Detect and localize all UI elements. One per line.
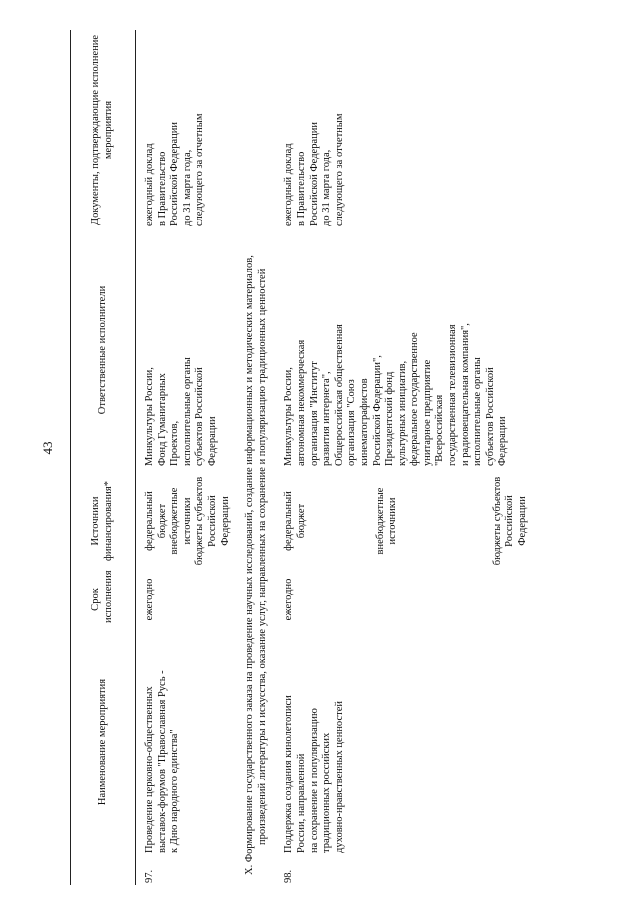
header-responsible: Ответственные исполнители: [96, 285, 108, 415]
header-row: [71, 30, 136, 885]
row-98-responsible: Минкультуры России, автономная некоммерческая организация "Институт развития интернета", Общероссийская общественная организация "Союз кинематографистов Российской Федерации", Президентский фонд культурных инициатив, федеральное государственное унитарное предприятие "Всероссийская государственная телевизионная и радиовещательная компания", исполнительные органы субъектов Российской Федерации: [283, 323, 509, 466]
section-x-line-2: произведений литературы и искусства, оказание услуг, направленных на сохранение и популяризацию традиционных ценностей: [256, 268, 268, 845]
row-98-financing-spacer-1: [309, 474, 375, 568]
header-name: Наименование мероприятия: [96, 678, 108, 806]
row-98-financing-spacer-2: [400, 474, 492, 568]
row-98-name: Поддержка создания кинолетописи России, направленной на сохранение и популяризацию традиционных российских духовно-нравственных ценностей: [283, 695, 345, 853]
header-documents: Документы, подтверждающие исполнение мероприятия: [90, 34, 114, 226]
row-98-financing-extrabudget: внебюджетные источники: [374, 487, 399, 555]
header-no: [71, 857, 136, 885]
section-heading-x: [236, 30, 275, 885]
row-98-financing: [275, 470, 533, 572]
row-97-name: Проведение церковно-общественных выставок-форумов "Православная Русь - к Дню народного единства": [144, 670, 181, 853]
row-97-term: ежегодно: [144, 578, 155, 621]
row-97-responsible: Минкультуры России, Фонд Гуманитарных Проектов, исполнительные органы субъектов Российской Федерации: [144, 357, 218, 466]
row-98-financing-regional: бюджеты субъектов Российской Федерации: [491, 476, 528, 566]
rotated-table-container: [70, 30, 610, 885]
header-term: Срок исполнения: [90, 570, 114, 623]
header-financing: Источники финансирования*: [90, 481, 114, 561]
document-page: [70, 30, 610, 885]
row-98-documents: ежегодный доклад в Правительство Российской Федерации до 31 марта года, следующего за отчетным: [283, 113, 345, 226]
section-x-text: [236, 30, 275, 885]
row-97-financing: федеральный бюджет внебюджетные источники бюджеты субъектов Российской Федерации: [144, 476, 231, 566]
table-row-97: [136, 30, 237, 885]
table-row-98: [275, 30, 533, 885]
row-97-number: 97.: [144, 869, 155, 883]
events-table: [70, 30, 534, 885]
row-98-number: 98.: [283, 869, 295, 883]
page-number: 43: [40, 441, 55, 455]
row-98-term: ежегодно: [283, 578, 295, 621]
row-97-documents: ежегодный доклад в Правительство Российской Федерации до 31 марта года, следующего за отчетным: [144, 113, 206, 226]
section-x-line-1: X. Формирование государственного заказа на проведение научных исследований, создание информационных и методических материалов,: [244, 255, 256, 875]
row-98-financing-federal: федеральный бюджет: [283, 491, 307, 551]
table-header: [71, 30, 136, 885]
